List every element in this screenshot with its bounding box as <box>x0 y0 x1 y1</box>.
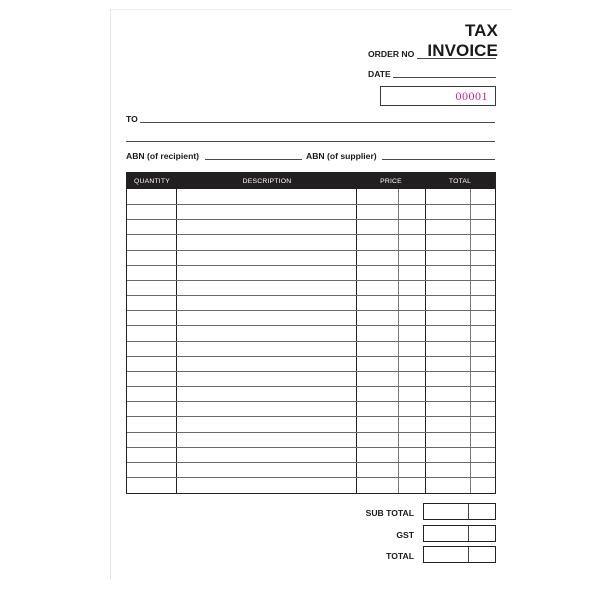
column-header-total: TOTAL <box>448 178 472 185</box>
table-row[interactable] <box>127 356 495 357</box>
table-row[interactable] <box>127 432 495 433</box>
abn-supplier-label: ABN (of supplier) <box>306 151 377 161</box>
table-row[interactable] <box>127 477 495 478</box>
cents-divider <box>468 504 469 519</box>
line-items-table <box>126 172 496 494</box>
invoice-title: TAX INVOICE <box>427 21 498 60</box>
table-row[interactable] <box>127 280 495 281</box>
total-label: TOTAL <box>386 551 414 561</box>
subtotal-box[interactable] <box>423 503 496 520</box>
to-field[interactable] <box>140 122 495 123</box>
table-row[interactable] <box>127 204 495 205</box>
column-header-price: PRICE <box>380 178 402 185</box>
table-row[interactable] <box>127 234 495 235</box>
gst-label: GST <box>396 530 414 540</box>
table-row[interactable] <box>127 462 495 463</box>
gst-box[interactable] <box>423 525 496 542</box>
table-row[interactable] <box>127 265 495 266</box>
table-row[interactable] <box>127 250 495 251</box>
to-field-line-2[interactable] <box>126 141 495 142</box>
table-header <box>127 173 495 189</box>
table-row[interactable] <box>127 310 495 311</box>
table-row[interactable] <box>127 295 495 296</box>
cents-divider <box>468 526 469 541</box>
column-header-description: DESCRIPTION <box>242 178 292 185</box>
table-row[interactable] <box>127 447 495 448</box>
date-field[interactable] <box>393 77 496 78</box>
column-header-quantity: QUANTITY <box>134 178 170 185</box>
subtotal-label: SUB TOTAL <box>365 508 414 518</box>
order-no-label: ORDER NO <box>368 49 415 59</box>
abn-supplier-field[interactable] <box>382 159 495 160</box>
table-row[interactable] <box>127 371 495 372</box>
table-row[interactable] <box>127 386 495 387</box>
abn-recipient-label: ABN (of recipient) <box>126 151 200 161</box>
order-no-field[interactable] <box>417 58 496 59</box>
table-row[interactable] <box>127 416 495 417</box>
table-row[interactable] <box>127 401 495 402</box>
invoice-number: 00001 <box>380 86 496 106</box>
date-label: DATE <box>368 69 391 79</box>
abn-recipient-field[interactable] <box>205 159 302 160</box>
to-label: TO <box>126 114 138 124</box>
table-row[interactable] <box>127 341 495 342</box>
total-box[interactable] <box>423 546 496 563</box>
table-row[interactable] <box>127 219 495 220</box>
cents-divider <box>468 547 469 562</box>
table-row[interactable] <box>127 325 495 326</box>
